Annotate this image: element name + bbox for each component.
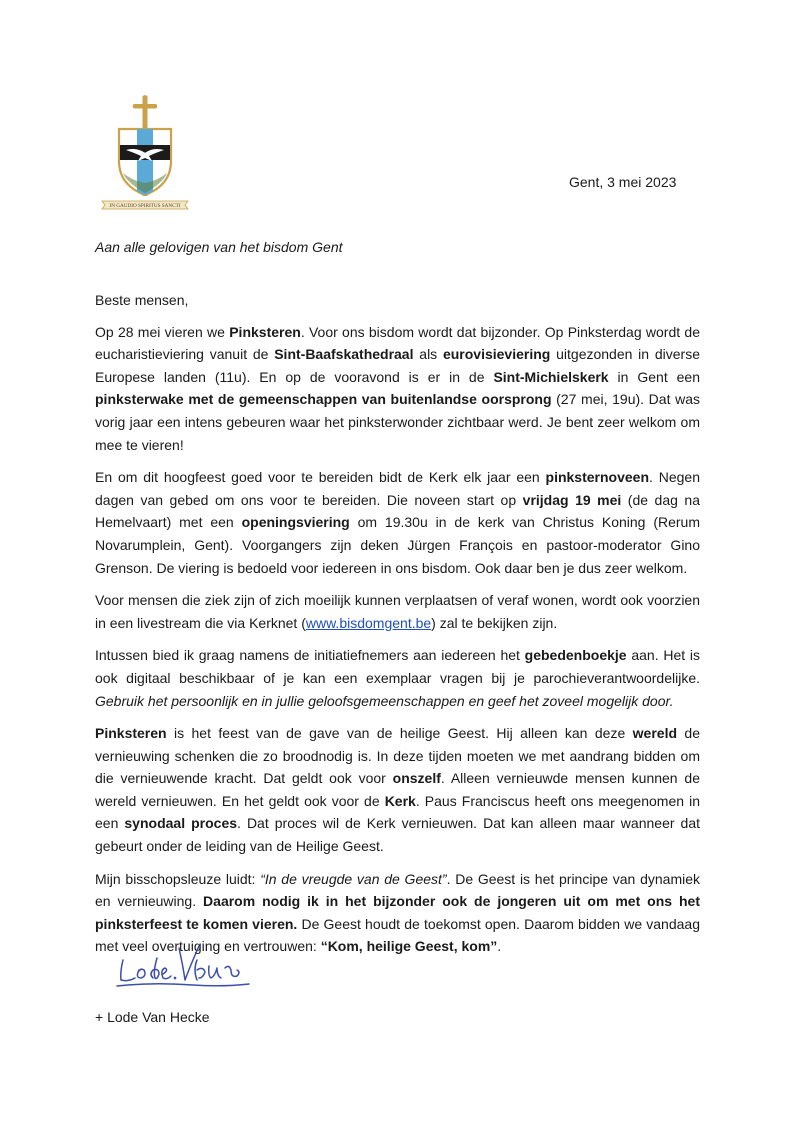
bisdomgent-link[interactable]: www.bisdomgent.be [305,614,432,631]
paragraph-6: Mijn bisschopsleuze luidt: “In de vreugde van de Geest”. De Geest is het principe van dynamiek en vernieuwing. Daarom nodig ik in het bijzonder ook de jongeren uit om met ons het pinksterfeest te komen vieren. De Geest houdt de toekomst open. Daarom bidden we vandaag met veel overtuiging en vertrouwen: “Kom, heilige Geest, kom”. [95,870,700,955]
salutation: Beste mensen, [95,292,189,308]
letter-body [95,289,700,968]
paragraph-4: Intussen bied ik graag namens de initiatiefnemers aan iedereen het gebedenboekje aan. Het is ook digitaal beschikbaar of je kan een exemplaar vragen bij je parochieverantwoordelijke. Gebruik het persoonlijk en in jullie geloofsgemeenschappen en geef het zoveel mogelijk door. [95,647,700,709]
paragraph-5: Pinksteren is het feest van de gave van de heilige Geest. Hij alleen kan deze wereld de vernieuwing schenken die zo broodnodig is. In deze tijden moeten we met aandrang bidden om die vernieuwende kracht. Dat geldt ook voor onszelf. Alleen vernieuwde mensen kunnen de wereld vernieuwen. En het geldt ook voor de Kerk. Paus Franciscus heeft ons meegenomen in een synodaal proces. Dat proces wil de Kerk vernieuwen. Dat kan alleen maar wanneer dat gebeurt onder de leiding van de Heilige Geest. [95,725,701,855]
handwritten-signature [113,940,263,1000]
signer-name: + Lode Van Hecke [95,1009,210,1025]
paragraph-3: Voor mensen die ziek zijn of zich moeilijk kunnen verplaatsen of veraf wonen, wordt ook voorzien in een livestream die via Kerknet (www.bisdomgent.be) zal te bekijken zijn. [95,592,700,631]
paragraph-2: En om dit hoogfeest goed voor te bereiden bidt de Kerk elk jaar een pinksternoveen. Negen dagen van gebed om ons voor te bereiden. Die noveen start op vrijdag 19 mei (de dag na Hemelvaart) met een openingsviering om 19.30u in de kerk van Christus Koning (Rerum Novarumplein, Gent). Voorgangers zijn deken Jürgen François en pastoor-moderator Gino Grenson. De viering is bedoeld voor iedereen in ons bisdom. Ook daar ben je dus zeer welkom. [95,469,701,576]
addressee: Aan alle gelovigen van het bisdom Gent [95,239,343,255]
letter-date: Gent, 3 mei 2023 [569,174,677,190]
crest-motto: IN GAUDIO SPIRITUS SANCTI [109,202,181,209]
diocese-coat-of-arms-icon [99,95,191,217]
paragraph-1: Op 28 mei vieren we Pinksteren. Voor ons bisdom wordt dat bijzonder. Op Pinksterdag wordt de eucharistieviering vanuit de Sint-Baafskathedraal als eurovisieviering uitgezonden in diverse Europese landen (11u). En op de vooravond is er in de Sint-Michielskerk in Gent een pinksterwake met de gemeenschappen van buitenlandse oorsprong (27 mei, 19u). Dat was vorig jaar een intens gebeuren waar het pinksterwonder zichtbaar werd. Je bent zeer welkom om mee te vieren! [95,323,700,453]
